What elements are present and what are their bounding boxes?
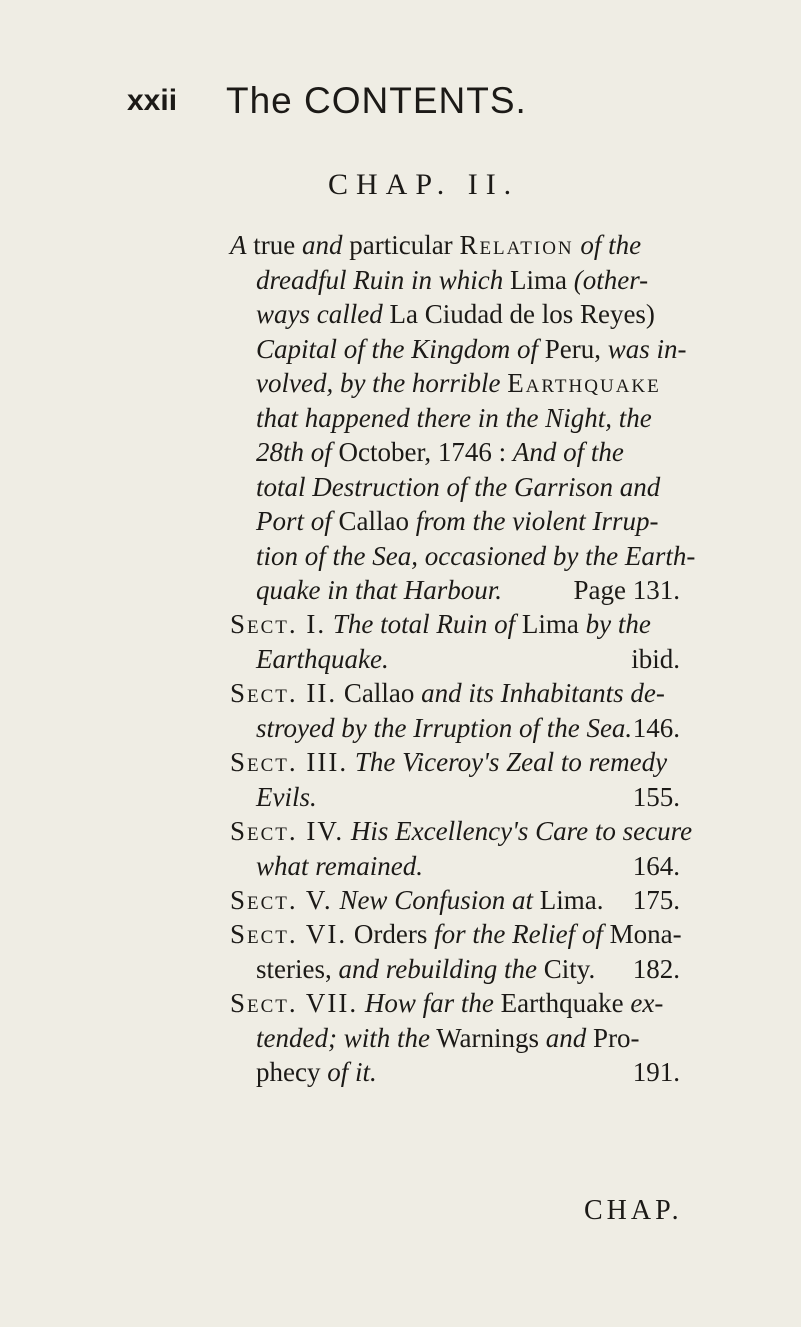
page-reference: 175. [632, 885, 680, 915]
chapter-heading: CHAP. II. [328, 168, 520, 201]
chapter-summary [230, 228, 696, 608]
section-label: Sect. III. [230, 747, 349, 777]
summary-line: A true and particular Relation of the [230, 230, 642, 260]
section-entry-3 [230, 745, 680, 814]
section-line: tended; with the Warnings and Pro- [256, 1022, 640, 1053]
section-entry-1 [230, 607, 680, 676]
section-line: phecy of it. 191. [230, 1055, 680, 1090]
section-line: what remained. 164. [230, 849, 680, 884]
summary-line: tion of the Sea, occasioned by the Earth- [256, 540, 696, 571]
section-label: Sect. II. [230, 678, 338, 708]
section-label: Sect. V. [230, 885, 333, 915]
section-label: Sect. VII. [230, 988, 359, 1018]
section-line: Sect. I. The total Ruin of Lima by the [230, 609, 651, 639]
section-line: Earthquake. ibid. [230, 642, 680, 677]
section-entry-4 [230, 814, 693, 883]
page-reference: 182. [632, 953, 680, 984]
summary-line: quake in that Harbour. Page 131. [230, 573, 680, 608]
section-line: stroyed by the Irruption of the Sea. 146. [230, 711, 680, 746]
section-entry-2 [230, 676, 680, 745]
section-line: Evils. 155. [230, 780, 680, 815]
summary-line: 28th of October, 1746 : And of the [256, 437, 624, 467]
page-reference: 155. [632, 781, 680, 812]
section-line: Sect. III. The Viceroy's Zeal to remedy [230, 747, 668, 777]
summary-line: Port of Callao from the violent Irrup- [256, 506, 659, 536]
page-reference: 164. [632, 850, 680, 881]
section-line: Sect. VI. Orders for the Relief of Mona- [230, 919, 682, 949]
page-number: xxii [127, 84, 178, 117]
running-title: The CONTENTS. [226, 80, 527, 121]
section-entry-6 [230, 917, 680, 986]
section-line: Sect. II. Callao and its Inhabitants de- [230, 678, 665, 708]
summary-line: that happened there in the Night, the [256, 402, 652, 433]
section-label: Sect. VI. [230, 919, 348, 949]
summary-line: Capital of the Kingdom of Peru, was in- [256, 333, 687, 364]
section-entry-7 [230, 986, 680, 1090]
section-line: Sect. V. New Confusion at Lima. 175. [230, 883, 680, 918]
catchword: CHAP. [584, 1195, 683, 1226]
section-line: Sect. VII. How far the Earthquake ex- [230, 988, 664, 1018]
section-label: Sect. I. [230, 609, 327, 639]
section-line: steries, and rebuilding the City. 182. [230, 952, 680, 987]
summary-line: volved, by the horrible Earthquake [256, 368, 661, 398]
summary-line: ways called La Ciudad de los Reyes) [256, 299, 655, 329]
section-line: Sect. IV. His Excellency's Care to secure [230, 816, 693, 846]
page-reference: 146. [632, 712, 680, 743]
summary-line: total Destruction of the Garrison and [256, 471, 661, 502]
section-label: Sect. IV. [230, 816, 345, 846]
page-reference: 191. [632, 1057, 680, 1087]
section-entry-5 [230, 883, 680, 918]
summary-line: dreadful Ruin in which Lima (other- [256, 264, 649, 295]
running-head [0, 78, 801, 128]
page-reference: ibid. [631, 643, 680, 674]
page-reference: Page 131. [573, 575, 680, 605]
